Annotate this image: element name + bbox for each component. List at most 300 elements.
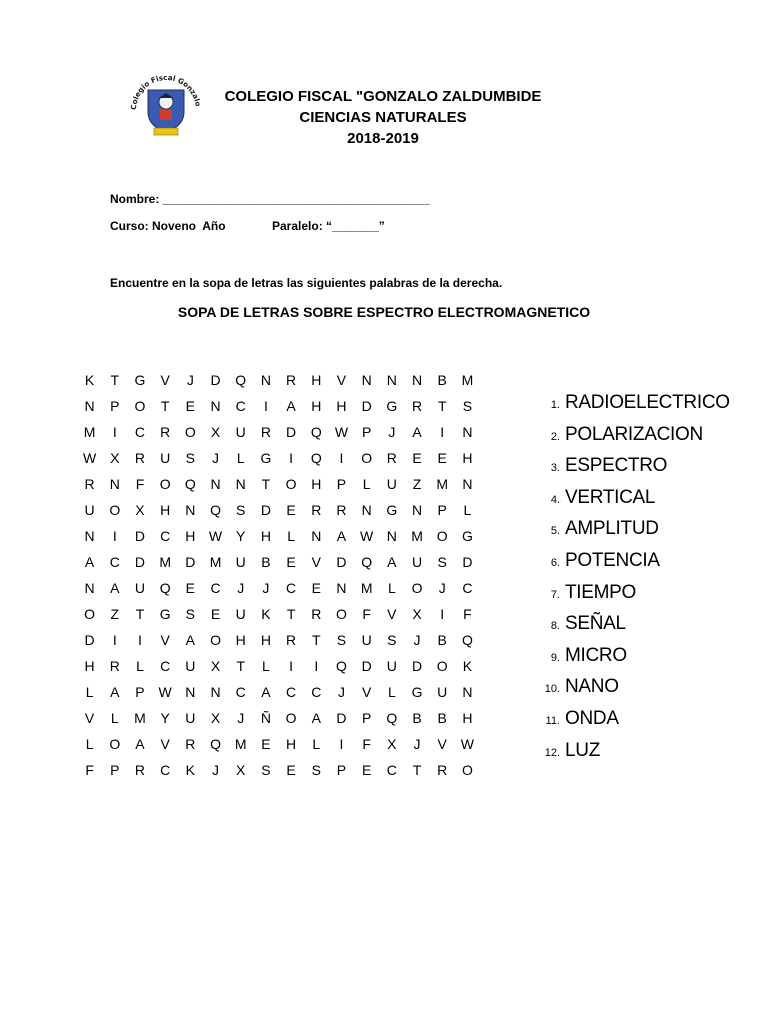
grid-letter[interactable]: I (112, 528, 117, 544)
grid-letter[interactable]: R (109, 658, 120, 674)
grid-letter[interactable]: U (185, 710, 196, 726)
grid-letter[interactable]: N (109, 476, 120, 492)
grid-letter[interactable]: Q (210, 502, 221, 518)
grid-letter[interactable]: V (160, 736, 170, 752)
grid-letter[interactable]: D (84, 632, 95, 648)
grid-letter[interactable]: V (84, 710, 95, 726)
subject-name: CIENCIAS NATURALES (299, 109, 467, 126)
grid-row (77, 760, 480, 786)
grid-letter[interactable]: R (286, 372, 297, 388)
grid-letter[interactable]: J (237, 580, 245, 596)
grid-letter[interactable]: H (311, 398, 322, 414)
grid-letter[interactable]: L (85, 684, 94, 700)
grid-letter[interactable]: R (437, 762, 448, 778)
grid-letter[interactable]: T (135, 606, 145, 622)
grid-letter[interactable]: I (440, 424, 445, 440)
grid-letter[interactable]: I (339, 450, 344, 466)
word-list-item (530, 740, 730, 772)
grid-letter[interactable]: D (336, 554, 347, 570)
grid-letter[interactable]: E (185, 580, 196, 596)
word-list-item (530, 487, 730, 519)
grid-letter[interactable]: W (360, 528, 374, 544)
grid-letter[interactable]: R (386, 450, 397, 466)
grid-letter[interactable]: N (210, 684, 221, 700)
grid-letter[interactable]: J (413, 736, 421, 752)
grid-letter[interactable]: C (210, 580, 221, 596)
grid-letter[interactable]: H (185, 528, 196, 544)
grid-letter[interactable]: B (437, 710, 447, 726)
grid-letter[interactable]: W (460, 736, 475, 752)
grid-letter[interactable]: D (134, 528, 146, 544)
grid-letter[interactable]: S (185, 450, 196, 466)
grid-letter[interactable]: U (437, 684, 448, 700)
grid-letter[interactable]: A (286, 398, 296, 414)
grid-letter[interactable]: C (160, 528, 171, 544)
grid-letter[interactable]: N (361, 372, 372, 388)
grid-letter[interactable]: A (412, 424, 422, 440)
grid-letter[interactable]: M (209, 554, 222, 570)
grid-letter[interactable]: O (436, 528, 448, 544)
word-text: LUZ (565, 739, 600, 761)
grid-row (77, 656, 480, 682)
grid-letter[interactable]: K (261, 606, 271, 622)
grid-letter[interactable]: O (84, 606, 96, 622)
grid-letter[interactable]: V (160, 632, 170, 648)
grid-letter[interactable]: D (361, 398, 372, 414)
grid-letter[interactable]: U (386, 476, 397, 492)
grid-letter[interactable]: M (83, 424, 96, 440)
grid-letter[interactable]: N (210, 398, 221, 414)
grid-letter[interactable]: X (210, 658, 221, 674)
grid-letter[interactable]: L (236, 450, 245, 466)
grid-letter[interactable]: I (138, 632, 142, 648)
grid-letter[interactable]: N (462, 684, 473, 700)
grid-letter[interactable]: J (413, 632, 421, 648)
grid-letter[interactable]: T (160, 398, 170, 414)
grid-letter[interactable]: S (462, 398, 473, 414)
grid-letter[interactable]: R (260, 424, 271, 440)
grid-letter[interactable]: A (84, 554, 95, 570)
grid-letter[interactable]: H (311, 476, 322, 492)
word-list-item (530, 550, 730, 582)
grid-letter[interactable]: G (134, 372, 146, 388)
grid-letter[interactable]: U (235, 424, 246, 440)
grid-letter[interactable]: S (387, 632, 397, 648)
grid-letter[interactable]: D (462, 554, 473, 570)
grid-letter[interactable]: Q (461, 632, 473, 648)
grid-letter[interactable]: U (84, 502, 95, 518)
grid-letter[interactable]: W (82, 450, 97, 466)
grid-letter[interactable]: Y (160, 710, 170, 726)
grid-letter[interactable]: L (312, 736, 321, 752)
grid-letter[interactable]: H (336, 398, 347, 414)
word-number: 12. (544, 746, 560, 759)
grid-letter[interactable]: X (135, 502, 145, 518)
grid-letter[interactable]: I (289, 658, 294, 674)
grid-letter[interactable]: S (236, 502, 246, 518)
grid-letter[interactable]: D (185, 554, 196, 570)
grid-row (77, 578, 480, 604)
grid-letter[interactable]: I (263, 398, 268, 414)
grid-row (77, 552, 480, 578)
grid-letter[interactable]: E (185, 398, 196, 414)
word-number: 8. (550, 620, 560, 633)
grid-letter[interactable]: O (184, 424, 196, 440)
grid-letter[interactable]: O (285, 476, 297, 492)
grid-letter[interactable]: Y (236, 528, 246, 544)
grid-letter[interactable]: O (109, 736, 121, 752)
grid-letter[interactable]: T (437, 398, 447, 414)
grid-letter[interactable]: G (260, 450, 272, 466)
grid-letter[interactable]: L (136, 658, 144, 674)
grid-letter[interactable]: M (234, 736, 247, 752)
grid-letter[interactable]: C (134, 424, 146, 440)
grid-letter[interactable]: P (361, 710, 372, 726)
grid-letter[interactable]: H (235, 632, 246, 648)
grid-letter[interactable]: R (134, 450, 146, 466)
grid-letter[interactable]: N (235, 476, 246, 492)
grid-letter[interactable]: N (361, 502, 372, 518)
grid-letter[interactable]: O (461, 762, 473, 778)
grid-letter[interactable]: K (462, 658, 473, 674)
grid-letter[interactable]: Q (159, 580, 171, 596)
word-list-item (530, 455, 730, 487)
grid-letter[interactable]: H (84, 658, 95, 674)
grid-letter[interactable]: C (286, 684, 297, 700)
grid-letter[interactable]: L (85, 736, 94, 752)
grid-letter[interactable]: B (412, 710, 422, 726)
school-logo (126, 66, 206, 142)
grid-letter[interactable]: J (337, 684, 345, 700)
grid-letter[interactable]: E (311, 580, 321, 596)
grid-letter[interactable]: C (235, 398, 246, 414)
grid-letter[interactable]: B (437, 632, 447, 648)
grid-letter[interactable]: O (436, 658, 448, 674)
grid-letter[interactable]: R (134, 762, 146, 778)
grid-letter[interactable]: N (185, 502, 196, 518)
word-text: RADIOELECTRICO (565, 392, 730, 413)
grid-letter[interactable]: N (84, 580, 95, 596)
grid-letter[interactable]: S (311, 762, 321, 778)
grid-letter[interactable]: N (311, 528, 322, 544)
grid-letter[interactable]: P (336, 476, 347, 492)
grid-letter[interactable]: B (261, 554, 271, 570)
grid-letter[interactable]: O (411, 580, 423, 596)
grid-letter[interactable]: Q (235, 372, 247, 388)
grid-letter[interactable]: Q (310, 424, 322, 440)
grid-letter[interactable]: N (84, 398, 95, 414)
grid-letter[interactable]: N (411, 502, 423, 518)
grid-letter[interactable]: A (110, 580, 120, 596)
grid-letter[interactable]: M (461, 372, 474, 388)
word-list-item (530, 676, 730, 708)
grid-letter[interactable]: I (289, 450, 294, 466)
grid-row (77, 708, 480, 734)
grid-letter[interactable]: F (362, 606, 371, 622)
grid-letter[interactable]: W (158, 684, 172, 700)
grid-letter[interactable]: U (185, 658, 196, 674)
grid-letter[interactable]: F (85, 762, 94, 778)
grid-letter[interactable]: N (84, 528, 95, 544)
grid-letter[interactable]: Q (361, 554, 373, 570)
grid-letter[interactable]: H (160, 502, 171, 518)
grid-letter[interactable]: V (336, 372, 347, 388)
grid-letter[interactable]: E (286, 554, 296, 570)
word-number: 4. (550, 493, 560, 506)
grid-letter[interactable]: A (110, 684, 120, 700)
word-text: TIEMPO (565, 581, 637, 603)
grid-letter[interactable]: F (362, 736, 371, 752)
grid-letter[interactable]: D (134, 554, 146, 570)
grid-letter[interactable]: V (387, 606, 397, 622)
grid-letter[interactable]: E (412, 450, 422, 466)
grid-letter[interactable]: A (336, 528, 347, 544)
grid-letter[interactable]: S (437, 554, 447, 570)
grid-letter[interactable]: Q (336, 658, 347, 674)
grid-letter[interactable]: J (212, 762, 220, 778)
grid-letter[interactable]: N (185, 684, 196, 700)
grid-letter[interactable]: O (361, 450, 373, 466)
grid-letter[interactable]: S (185, 606, 196, 622)
name-field[interactable]: Nombre: ________________________________________ (110, 192, 430, 206)
grid-letter[interactable]: I (339, 736, 344, 752)
grid-letter[interactable]: U (361, 632, 372, 648)
word-text: VERTICAL (565, 486, 656, 508)
grid-letter[interactable]: V (361, 684, 372, 700)
grid-letter[interactable]: O (109, 502, 121, 518)
grid-letter[interactable]: B (437, 372, 447, 388)
grid-letter[interactable]: M (411, 528, 423, 544)
grid-letter[interactable]: C (160, 762, 171, 778)
grid-letter[interactable]: G (411, 684, 423, 700)
grid-letter[interactable]: F (463, 606, 472, 622)
grid-letter[interactable]: T (286, 606, 296, 622)
grid-letter[interactable]: C (462, 580, 473, 596)
grid-letter[interactable]: E (361, 762, 372, 778)
grid-letter[interactable]: J (237, 710, 245, 726)
word-list-item (530, 424, 730, 456)
grid-letter[interactable]: C (386, 762, 397, 778)
grid-letter[interactable]: C (235, 684, 246, 700)
grid-letter[interactable]: L (262, 658, 270, 674)
grid-letter[interactable]: O (336, 606, 347, 622)
grid-letter[interactable]: P (336, 762, 347, 778)
word-text: POLARIZACION (565, 423, 703, 445)
grid-letter[interactable]: A (387, 554, 397, 570)
grid-letter[interactable]: G (461, 528, 473, 544)
grid-letter[interactable]: U (235, 606, 246, 622)
word-text: POTENCIA (565, 549, 660, 571)
grid-letter[interactable]: D (336, 710, 347, 726)
grid-letter[interactable]: D (210, 372, 221, 388)
grid-letter[interactable]: Q (310, 450, 322, 466)
grid-letter[interactable]: X (210, 424, 221, 440)
grid-letter[interactable]: X (387, 736, 397, 752)
grid-letter[interactable]: R (336, 502, 347, 518)
grid-row (77, 370, 480, 396)
word-list-item (530, 645, 730, 677)
grid-letter[interactable]: J (262, 580, 270, 596)
grid-letter[interactable]: D (411, 658, 423, 674)
grid-letter[interactable]: L (387, 580, 396, 596)
grid-letter[interactable]: X (412, 606, 422, 622)
grid-letter[interactable]: E (261, 736, 271, 752)
grid-letter[interactable]: M (159, 554, 171, 570)
grid-letter[interactable]: O (159, 476, 171, 492)
grid-letter[interactable]: L (110, 710, 119, 726)
word-number: 9. (550, 651, 560, 664)
grid-letter[interactable]: N (411, 372, 423, 388)
grid-letter[interactable]: P (361, 424, 372, 440)
grid-letter[interactable]: P (110, 762, 120, 778)
grid-letter[interactable]: E (286, 502, 296, 518)
school-emblem-icon (126, 66, 206, 142)
grid-letter[interactable]: K (84, 372, 95, 388)
grid-letter[interactable]: L (463, 502, 472, 518)
grid-letter[interactable]: N (210, 476, 221, 492)
grid-letter[interactable]: C (286, 580, 297, 596)
grid-letter[interactable]: H (260, 528, 271, 544)
grid-letter[interactable]: G (386, 502, 398, 518)
grid-letter[interactable]: G (386, 398, 398, 414)
grid-letter[interactable]: E (286, 762, 296, 778)
grid-letter[interactable]: A (135, 736, 145, 752)
grid-letter[interactable]: R (160, 424, 171, 440)
grid-letter[interactable]: N (386, 528, 397, 544)
grid-letter[interactable]: V (437, 736, 447, 752)
word-list-item (530, 582, 730, 614)
grid-letter[interactable]: H (462, 710, 473, 726)
grid-letter[interactable]: T (236, 658, 245, 674)
grid-letter[interactable]: E (437, 450, 447, 466)
grid-letter[interactable]: U (160, 450, 171, 466)
grid-letter[interactable]: J (388, 424, 396, 440)
grid-letter[interactable]: U (386, 658, 397, 674)
grid-letter[interactable]: V (160, 372, 170, 388)
grid-letter[interactable]: K (185, 762, 196, 778)
grid-letter[interactable]: U (134, 580, 146, 596)
grid-letter[interactable]: W (334, 424, 349, 440)
grid-letter[interactable]: P (135, 684, 145, 700)
grid-letter[interactable]: M (360, 580, 373, 596)
grid-letter[interactable]: C (311, 684, 322, 700)
grid-letter[interactable]: E (210, 606, 221, 622)
grid-letter[interactable]: A (185, 632, 196, 648)
grid-row (77, 396, 480, 422)
grid-letter[interactable]: U (235, 554, 246, 570)
grid-letter[interactable]: U (411, 554, 423, 570)
grid-letter[interactable]: L (287, 528, 295, 544)
grid-letter[interactable]: X (210, 710, 221, 726)
grid-letter[interactable]: M (134, 710, 146, 726)
grid-letter[interactable]: T (261, 476, 271, 492)
grid-letter[interactable]: O (210, 632, 221, 648)
grid-letter[interactable]: T (412, 762, 422, 778)
grid-letter[interactable]: W (208, 528, 223, 544)
grid-letter[interactable]: O (285, 710, 297, 726)
grid-letter[interactable]: O (134, 398, 146, 414)
document-header (198, 86, 568, 149)
grid-letter[interactable]: Q (210, 736, 221, 752)
grid-letter[interactable]: I (314, 658, 319, 674)
grid-letter[interactable]: G (159, 606, 171, 622)
grid-letter[interactable]: N (260, 372, 271, 388)
grid-letter[interactable]: D (361, 658, 372, 674)
grid-letter[interactable]: Q (184, 476, 196, 492)
word-number: 5. (550, 525, 560, 538)
word-number: 3. (550, 462, 560, 475)
grid-letter[interactable]: N (386, 372, 397, 388)
word-list-item (530, 518, 730, 550)
grid-letter[interactable]: R (185, 736, 196, 752)
grid-letter[interactable]: D (260, 502, 271, 518)
grid-letter[interactable]: Z (110, 606, 120, 622)
parallel-field[interactable]: Paralelo: “_______” (272, 219, 385, 233)
grid-letter[interactable]: A (311, 710, 321, 726)
grid-letter[interactable]: R (311, 606, 322, 622)
grid-letter[interactable]: Ñ (260, 710, 271, 726)
grid-letter[interactable]: H (311, 372, 322, 388)
grid-letter[interactable]: J (212, 450, 220, 466)
grid-letter[interactable]: M (436, 476, 449, 492)
grid-letter[interactable]: F (135, 476, 145, 492)
grid-letter[interactable]: H (462, 450, 473, 466)
grid-letter[interactable]: I (112, 632, 117, 648)
grid-letter[interactable]: A (261, 684, 271, 700)
grid-letter[interactable]: D (286, 424, 297, 440)
word-text: ESPECTRO (565, 455, 668, 477)
grid-letter[interactable]: R (411, 398, 423, 414)
worksheet-title: SOPA DE LETRAS SOBRE ESPECTRO ELECTROMAGNETICO (177, 304, 591, 320)
grid-letter[interactable]: L (387, 684, 396, 700)
word-number: 6. (550, 556, 560, 569)
grid-letter[interactable]: H (260, 632, 271, 648)
course-label: Curso: Noveno Año (110, 219, 226, 233)
grid-letter[interactable]: I (440, 606, 445, 622)
grid-letter[interactable]: S (261, 762, 271, 778)
grid-letter[interactable]: T (110, 372, 120, 388)
grid-letter[interactable]: R (286, 632, 297, 648)
grid-letter[interactable]: R (84, 476, 95, 492)
grid-letter[interactable]: S (336, 632, 347, 648)
grid-letter[interactable]: X (110, 450, 120, 466)
grid-letter[interactable]: C (160, 658, 171, 674)
grid-letter[interactable]: Q (386, 710, 398, 726)
grid-letter[interactable]: P (437, 502, 447, 518)
grid-row (77, 422, 480, 448)
word-list-item (530, 392, 730, 424)
grid-letter[interactable]: J (438, 580, 446, 596)
grid-letter[interactable]: V (311, 554, 321, 570)
grid-letter[interactable]: R (311, 502, 322, 518)
grid-letter[interactable]: L (362, 476, 371, 492)
grid-letter[interactable]: N (462, 476, 473, 492)
word-text: SEÑAL (565, 613, 626, 635)
word-search-grid (77, 370, 480, 786)
school-name: COLEGIO FISCAL "GONZALO ZALDUMBIDE (224, 88, 542, 105)
grid-row (77, 448, 480, 474)
grid-letter[interactable]: N (462, 424, 473, 440)
grid-letter[interactable]: P (110, 398, 120, 414)
grid-letter[interactable]: H (286, 736, 297, 752)
grid-letter[interactable]: C (109, 554, 120, 570)
grid-letter[interactable]: Z (412, 476, 422, 492)
grid-letter[interactable]: J (186, 372, 194, 388)
grid-letter[interactable]: X (236, 762, 246, 778)
grid-letter[interactable]: T (312, 632, 321, 648)
grid-letter[interactable]: I (112, 424, 117, 440)
grid-letter[interactable]: N (336, 580, 347, 596)
